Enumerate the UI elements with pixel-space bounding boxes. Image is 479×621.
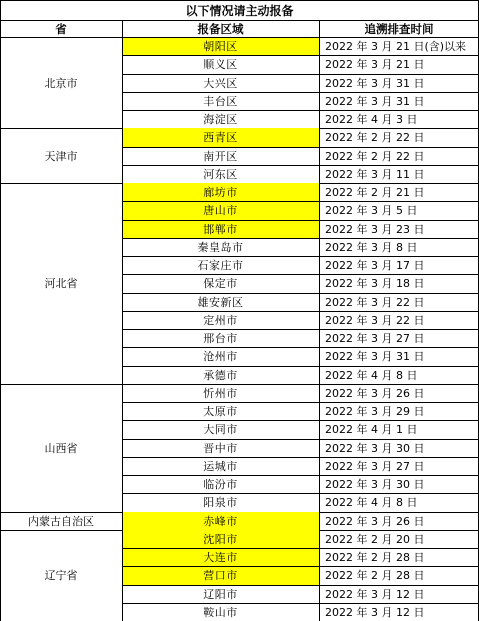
- date-cell: 2022 年 3 月 21 日(含)以来: [325, 40, 467, 54]
- grid-line: [0, 20, 479, 21]
- area-cell: 邢台市: [203, 332, 238, 346]
- area-cell: 忻州市: [203, 386, 238, 400]
- grid-line: [319, 20, 320, 621]
- date-cell: 2022 年 2 月 22 日: [325, 149, 425, 163]
- grid-line: [0, 0, 1, 621]
- date-cell: 2022 年 2 月 22 日: [325, 131, 425, 145]
- date-cell: 2022 年 3 月 27 日: [325, 459, 425, 473]
- area-cell: 邯郸市: [122, 220, 319, 238]
- grid-line: [122, 92, 479, 93]
- grid-line: [122, 585, 479, 586]
- date-cell: 2022 年 3 月 31 日: [325, 94, 425, 108]
- grid-line: [122, 147, 479, 148]
- area-cell: 赤峰市: [122, 512, 319, 530]
- grid-line: [122, 238, 479, 239]
- grid-line: [122, 201, 479, 202]
- area-cell: 运城市: [203, 459, 238, 473]
- date-cell: 2022 年 2 月 28 日: [325, 551, 425, 565]
- province-cell: 天津市: [44, 149, 78, 163]
- date-cell: 2022 年 4 月 8 日: [325, 496, 418, 510]
- grid-line: [122, 603, 479, 604]
- area-cell: 海淀区: [203, 113, 238, 127]
- date-cell: 2022 年 3 月 12 日: [325, 587, 425, 601]
- grid-line: [122, 274, 479, 275]
- grid-line: [122, 256, 479, 257]
- date-cell: 2022 年 3 月 30 日: [325, 441, 425, 455]
- area-cell: 廊坊市: [122, 183, 319, 201]
- date-cell: 2022 年 3 月 8 日: [325, 240, 418, 254]
- area-cell: 朝阳区: [122, 37, 319, 55]
- date-cell: 2022 年 3 月 22 日: [325, 313, 425, 327]
- date-cell: 2022 年 4 月 3 日: [325, 113, 418, 127]
- date-cell: 2022 年 3 月 29 日: [325, 405, 425, 419]
- date-cell: 2022 年 3 月 5 日: [325, 204, 418, 218]
- grid-line: [0, 37, 479, 38]
- date-cell: 2022 年 3 月 26 日: [325, 386, 425, 400]
- area-cell: 西青区: [122, 128, 319, 146]
- date-cell: 2022 年 3 月 22 日: [325, 295, 425, 309]
- header-area: 报备区域: [197, 21, 244, 36]
- area-cell: 太原市: [203, 405, 238, 419]
- grid-line: [122, 110, 479, 111]
- grid-line: [122, 402, 479, 403]
- grid-line: [122, 55, 479, 56]
- area-cell: 南开区: [203, 149, 238, 163]
- date-cell: 2022 年 3 月 30 日: [325, 478, 425, 492]
- area-cell: 顺义区: [203, 58, 238, 72]
- date-cell: 2022 年 2 月 28 日: [325, 569, 425, 583]
- date-cell: 2022 年 2 月 21 日: [325, 186, 425, 200]
- date-cell: 2022 年 2 月 20 日: [325, 532, 425, 546]
- date-cell: 2022 年 3 月 17 日: [325, 259, 425, 273]
- grid-line: [122, 293, 479, 294]
- province-cell: 辽宁省: [44, 569, 78, 583]
- date-cell: 2022 年 3 月 31 日: [325, 350, 425, 364]
- area-cell: 丰台区: [203, 94, 238, 108]
- date-cell: 2022 年 3 月 27 日: [325, 332, 425, 346]
- area-cell: 唐山市: [122, 201, 319, 219]
- date-cell: 2022 年 3 月 11 日: [325, 167, 425, 181]
- date-cell: 2022 年 3 月 12 日: [325, 605, 425, 619]
- area-cell: 保定市: [203, 277, 238, 291]
- grid-line: [122, 20, 123, 621]
- area-cell: 大兴区: [203, 76, 238, 90]
- grid-line: [122, 329, 479, 330]
- grid-line: [122, 566, 479, 567]
- date-cell: 2022 年 3 月 26 日: [325, 514, 425, 528]
- area-cell: 沧州市: [203, 350, 238, 364]
- area-cell: 鞍山市: [203, 605, 238, 619]
- date-cell: 2022 年 3 月 23 日: [325, 222, 425, 236]
- grid-line: [122, 475, 479, 476]
- grid-line: [122, 74, 479, 75]
- area-cell: 石家庄市: [197, 259, 244, 273]
- header-date: 追溯排查时间: [364, 21, 434, 36]
- area-cell: 营口市: [122, 566, 319, 584]
- area-cell: 河东区: [203, 167, 238, 181]
- date-cell: 2022 年 4 月 8 日: [325, 368, 418, 382]
- grid-line: [122, 311, 479, 312]
- area-cell: 雄安新区: [197, 295, 244, 309]
- area-cell: 大同市: [203, 423, 238, 437]
- grid-line: [122, 493, 479, 494]
- grid-line: [122, 439, 479, 440]
- date-cell: 2022 年 3 月 31 日: [325, 76, 425, 90]
- province-cell: 山西省: [44, 441, 78, 455]
- province-cell: 北京市: [44, 76, 78, 90]
- grid-line: [122, 548, 479, 549]
- date-cell: 2022 年 3 月 21 日: [325, 58, 425, 72]
- province-cell: 河北省: [44, 277, 78, 291]
- area-cell: 临汾市: [203, 478, 238, 492]
- area-cell: 大连市: [122, 548, 319, 566]
- area-cell: 辽阳市: [203, 587, 238, 601]
- date-cell: 2022 年 3 月 18 日: [325, 277, 425, 291]
- area-cell: 秦皇岛市: [197, 240, 244, 254]
- grid-line: [122, 347, 479, 348]
- grid-line: [122, 165, 479, 166]
- area-cell: 阳泉市: [203, 496, 238, 510]
- grid-line: [122, 366, 479, 367]
- area-cell: 定州市: [203, 313, 238, 327]
- grid-line: [122, 220, 479, 221]
- grid-line: [122, 457, 479, 458]
- header-province: 省: [55, 21, 67, 36]
- area-cell: 沈阳市: [122, 530, 319, 548]
- grid-line: [0, 0, 479, 1]
- area-cell: 晋中市: [203, 441, 238, 455]
- province-cell: 内蒙古自治区: [28, 514, 94, 528]
- grid-line: [122, 420, 479, 421]
- date-cell: 2022 年 4 月 1 日: [325, 423, 418, 437]
- table-title: 以下情况请主动报备: [185, 3, 294, 18]
- area-cell: 承德市: [203, 368, 238, 382]
